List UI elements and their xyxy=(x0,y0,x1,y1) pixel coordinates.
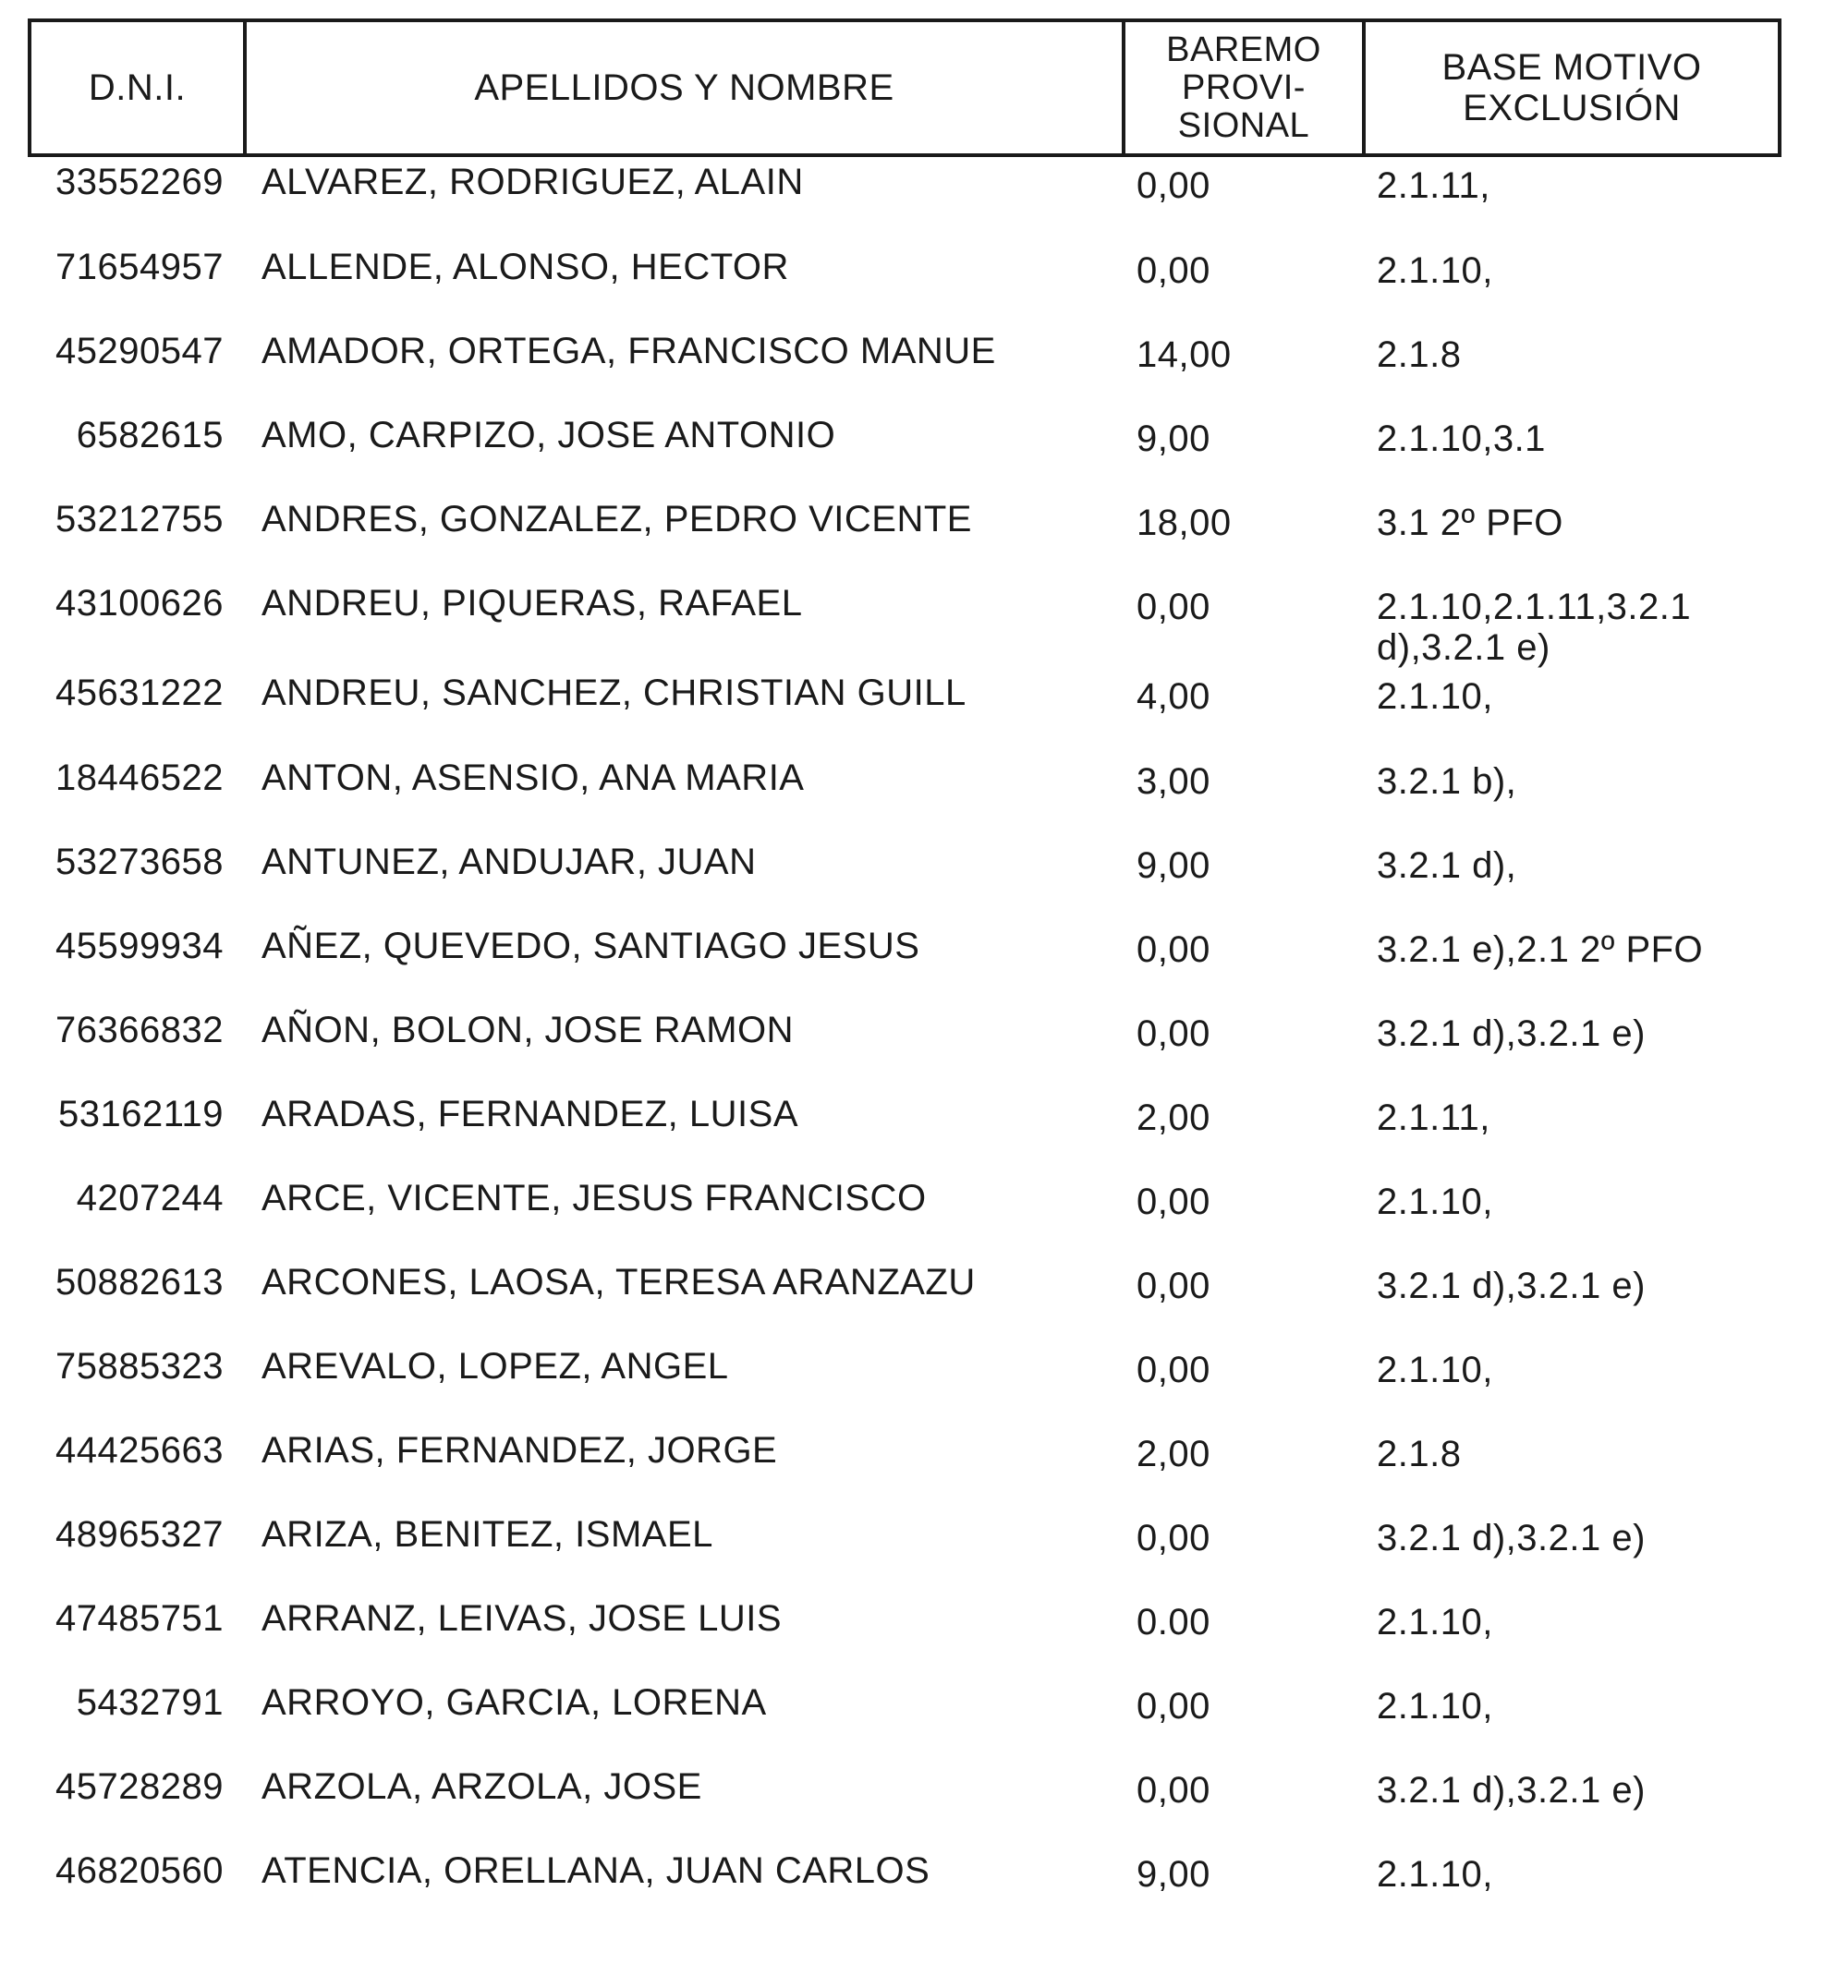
row-name: ANDREU, PIQUERAS, RAFAEL xyxy=(261,583,803,624)
row-name: AÑON, BOLON, JOSE RAMON xyxy=(261,1010,795,1050)
row-baremo: 0,00 xyxy=(1137,1518,1210,1558)
row-baremo: 0,00 xyxy=(1137,1686,1210,1727)
row-base: 2.1.10, xyxy=(1377,1854,1493,1895)
row-name: ARADAS, FERNANDEZ, LUISA xyxy=(261,1094,799,1134)
row-dni: 48965327 xyxy=(55,1514,224,1555)
table-row xyxy=(0,162,1848,236)
row-baremo: 9,00 xyxy=(1137,845,1210,886)
row-name: AREVALO, LOPEZ, ANGEL xyxy=(261,1346,729,1387)
row-name: AMADOR, ORTEGA, FRANCISCO MANUE xyxy=(261,331,996,371)
row-dni: 43100626 xyxy=(55,583,224,624)
row-baremo: 0.00 xyxy=(1137,1602,1210,1643)
row-name: ARIZA, BENITEZ, ISMAEL xyxy=(261,1514,713,1555)
row-base: 3.2.1 d),3.2.1 e) xyxy=(1377,1266,1646,1306)
table-row xyxy=(0,1430,1848,1504)
row-name: ANDRES, GONZALEZ, PEDRO VICENTE xyxy=(261,499,972,539)
row-base: 2.1.10, xyxy=(1377,1182,1493,1222)
row-dni: 53212755 xyxy=(55,499,224,539)
row-baremo: 2,00 xyxy=(1137,1434,1210,1474)
table-row xyxy=(0,499,1848,573)
row-dni: 45631222 xyxy=(55,673,224,713)
row-dni: 75885323 xyxy=(55,1346,224,1387)
header-dni xyxy=(31,22,247,153)
row-name: ARCONES, LAOSA, TERESA ARANZAZU xyxy=(261,1262,976,1303)
table-row xyxy=(0,1094,1848,1168)
row-name: ARZOLA, ARZOLA, JOSE xyxy=(261,1766,702,1807)
header-dni-label: D.N.I. xyxy=(88,67,187,108)
row-dni: 6582615 xyxy=(76,415,224,455)
row-name: AÑEZ, QUEVEDO, SANTIAGO JESUS xyxy=(261,926,920,966)
row-base: 2.1.10, xyxy=(1377,1350,1493,1390)
table-row xyxy=(0,1598,1848,1672)
row-base: 2.1.8 xyxy=(1377,334,1462,375)
row-dni: 45728289 xyxy=(55,1766,224,1807)
row-baremo: 0,00 xyxy=(1137,1182,1210,1222)
row-baremo: 2,00 xyxy=(1137,1097,1210,1138)
row-dni: 4207244 xyxy=(76,1178,224,1218)
row-dni: 47485751 xyxy=(55,1598,224,1639)
row-dni: 45290547 xyxy=(55,331,224,371)
row-dni: 50882613 xyxy=(55,1262,224,1303)
row-base: 3.2.1 e),2.1 2º PFO xyxy=(1377,929,1704,970)
table-row xyxy=(0,1346,1848,1420)
row-name: ALVAREZ, RODRIGUEZ, ALAIN xyxy=(261,162,804,202)
table-row xyxy=(0,926,1848,1000)
row-baremo: 9,00 xyxy=(1137,418,1210,459)
row-dni: 33552269 xyxy=(55,162,224,202)
row-name: AMO, CARPIZO, JOSE ANTONIO xyxy=(261,415,836,455)
header-name-label: APELLIDOS Y NOMBRE xyxy=(474,67,894,108)
table-row xyxy=(0,1010,1848,1084)
row-baremo: 0,00 xyxy=(1137,1013,1210,1054)
header-name xyxy=(247,22,1125,153)
row-base: 3.2.1 d),3.2.1 e) xyxy=(1377,1518,1646,1558)
row-dni: 53273658 xyxy=(55,842,224,882)
row-dni: 18446522 xyxy=(55,758,224,798)
row-dni: 71654957 xyxy=(55,247,224,287)
row-baremo: 0,00 xyxy=(1137,1770,1210,1811)
table-row xyxy=(0,331,1848,405)
table-row xyxy=(0,1178,1848,1252)
table-row xyxy=(0,247,1848,321)
row-base: 2.1.10, xyxy=(1377,676,1493,717)
table-row xyxy=(0,1514,1848,1588)
row-name: ALLENDE, ALONSO, HECTOR xyxy=(261,247,789,287)
row-name: ARROYO, GARCIA, LORENA xyxy=(261,1682,767,1723)
row-base: 2.1.10,3.1 xyxy=(1377,418,1546,459)
row-baremo: 3,00 xyxy=(1137,761,1210,802)
header-base xyxy=(1366,22,1778,153)
row-base: 3.2.1 b), xyxy=(1377,761,1517,802)
row-baremo: 4,00 xyxy=(1137,676,1210,717)
row-baremo: 0,00 xyxy=(1137,165,1210,206)
table-row xyxy=(0,583,1848,668)
row-baremo: 0,00 xyxy=(1137,1350,1210,1390)
row-dni: 53162119 xyxy=(58,1094,224,1134)
row-base: 2.1.10, xyxy=(1377,1686,1493,1727)
row-dni: 46820560 xyxy=(55,1850,224,1891)
table-row xyxy=(0,842,1848,915)
row-base: 2.1.11, xyxy=(1377,1097,1490,1138)
table-row xyxy=(0,1262,1848,1336)
row-base: 2.1.10, xyxy=(1377,250,1493,291)
row-base: 3.1 2º PFO xyxy=(1377,503,1563,543)
row-dni: 5432791 xyxy=(76,1682,224,1723)
row-name: ATENCIA, ORELLANA, JUAN CARLOS xyxy=(261,1850,930,1891)
row-name: ANTUNEZ, ANDUJAR, JUAN xyxy=(261,842,757,882)
row-base: 2.1.10,2.1.11,3.2.1 d),3.2.1 e) xyxy=(1377,587,1692,668)
row-baremo: 0,00 xyxy=(1137,587,1210,627)
row-base: 3.2.1 d), xyxy=(1377,845,1517,886)
row-name: ARIAS, FERNANDEZ, JORGE xyxy=(261,1430,778,1471)
row-base: 2.1.10, xyxy=(1377,1602,1493,1643)
table-row xyxy=(0,1766,1848,1840)
row-name: ANTON, ASENSIO, ANA MARIA xyxy=(261,758,805,798)
header-baremo-label: BAREMO PROVI- SIONAL xyxy=(1166,30,1321,145)
header-base-label: BASE MOTIVO EXCLUSIÓN xyxy=(1441,47,1702,128)
row-name: ANDREU, SANCHEZ, CHRISTIAN GUILL xyxy=(261,673,967,713)
row-baremo: 14,00 xyxy=(1137,334,1232,375)
table-row xyxy=(0,415,1848,489)
row-name: ARCE, VICENTE, JESUS FRANCISCO xyxy=(261,1178,927,1218)
table-row xyxy=(0,673,1848,746)
table-row xyxy=(0,1682,1848,1756)
row-baremo: 0,00 xyxy=(1137,929,1210,970)
row-base: 3.2.1 d),3.2.1 e) xyxy=(1377,1013,1646,1054)
row-name: ARRANZ, LEIVAS, JOSE LUIS xyxy=(261,1598,783,1639)
table-header xyxy=(28,18,1781,157)
row-baremo: 9,00 xyxy=(1137,1854,1210,1895)
row-dni: 44425663 xyxy=(55,1430,224,1471)
header-baremo xyxy=(1125,22,1366,153)
row-base: 2.1.11, xyxy=(1377,165,1490,206)
row-dni: 76366832 xyxy=(55,1010,224,1050)
table-row xyxy=(0,1850,1848,1924)
table-row xyxy=(0,758,1848,831)
row-dni: 45599934 xyxy=(55,926,224,966)
row-base: 3.2.1 d),3.2.1 e) xyxy=(1377,1770,1646,1811)
row-base: 2.1.8 xyxy=(1377,1434,1462,1474)
row-baremo: 0,00 xyxy=(1137,1266,1210,1306)
row-baremo: 0,00 xyxy=(1137,250,1210,291)
row-baremo: 18,00 xyxy=(1137,503,1232,543)
